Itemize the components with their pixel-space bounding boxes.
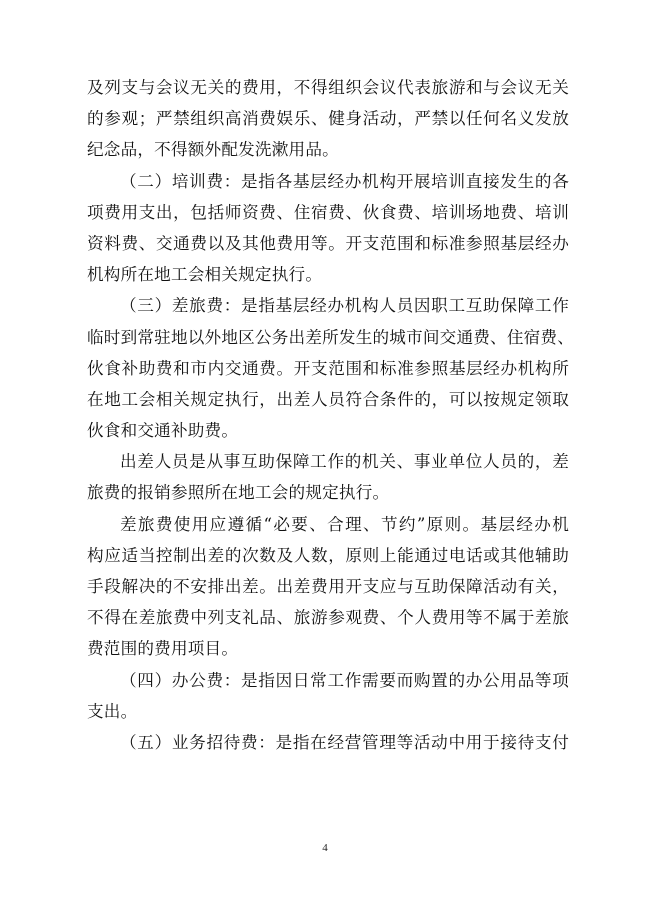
text-line: （二）培训费：是指各基层经办机构开展培训直接发生的各: [120, 171, 569, 191]
page-number: 4: [322, 842, 328, 854]
paragraph: [87, 290, 575, 446]
text-line: 伙食补助费和市内交通费。开支范围和标准参照基层经办机构所: [87, 358, 569, 378]
text-line: （五）业务招待费：是指在经营管理等活动中用于接待支付: [120, 732, 569, 752]
text-line: 伙食和交通补助费。: [87, 421, 239, 441]
text-line: 资料费、交通费以及其他费用等。开支范围和标准参照基层经办: [87, 233, 569, 253]
paragraph: [87, 72, 569, 166]
paragraph: [87, 166, 569, 291]
paragraph: [87, 446, 569, 508]
text-line: 出差人员是从事互助保障工作的机关、事业单位人员的，差: [120, 452, 569, 472]
text-line: 机构所在地工会相关规定执行。: [87, 265, 323, 285]
text-line: 支出。: [87, 701, 138, 721]
text-line: 构应适当控制出差的次数及人数，原则上能通过电话或其他辅助: [87, 545, 569, 565]
document-body: [87, 72, 575, 758]
text-line: 在地工会相关规定执行，出差人员符合条件的，可以按规定领取: [87, 389, 569, 409]
paragraph: [87, 509, 569, 665]
text-line: 纪念品，不得额外配发洗漱用品。: [87, 140, 339, 160]
text-line: 项费用支出，包括师资费、住宿费、伙食费、培训场地费、培训: [87, 202, 569, 222]
text-line: 手段解决的不安排出差。出差费用开支应与互助保障活动有关，: [87, 577, 569, 596]
text-line: 临时到常驻地以外地区公务出差所发生的城市间交通费、住宿费、: [87, 327, 575, 347]
text-line: 差旅费使用应遵循“必要、合理、节约”原则。基层经办机: [120, 514, 569, 534]
paragraph: [87, 727, 569, 758]
text-line: 及列支与会议无关的费用，不得组织会议代表旅游和与会议无关: [87, 78, 569, 97]
text-line: 不得在差旅费中列支礼品、旅游参观费、个人费用等不属于差旅: [87, 608, 569, 628]
text-line: 费范围的费用项目。: [87, 639, 239, 659]
text-line: （三）差旅费：是指基层经办机构人员因职工互助保障工作: [120, 296, 569, 316]
paragraph: [87, 665, 569, 727]
text-line: （四）办公费：是指因日常工作需要而购置的办公用品等项: [120, 670, 569, 690]
text-line: 旅费的报销参照所在地工会的规定执行。: [87, 483, 390, 503]
text-line: 的参观；严禁组织高消费娱乐、健身活动，严禁以任何名义发放: [87, 109, 569, 129]
